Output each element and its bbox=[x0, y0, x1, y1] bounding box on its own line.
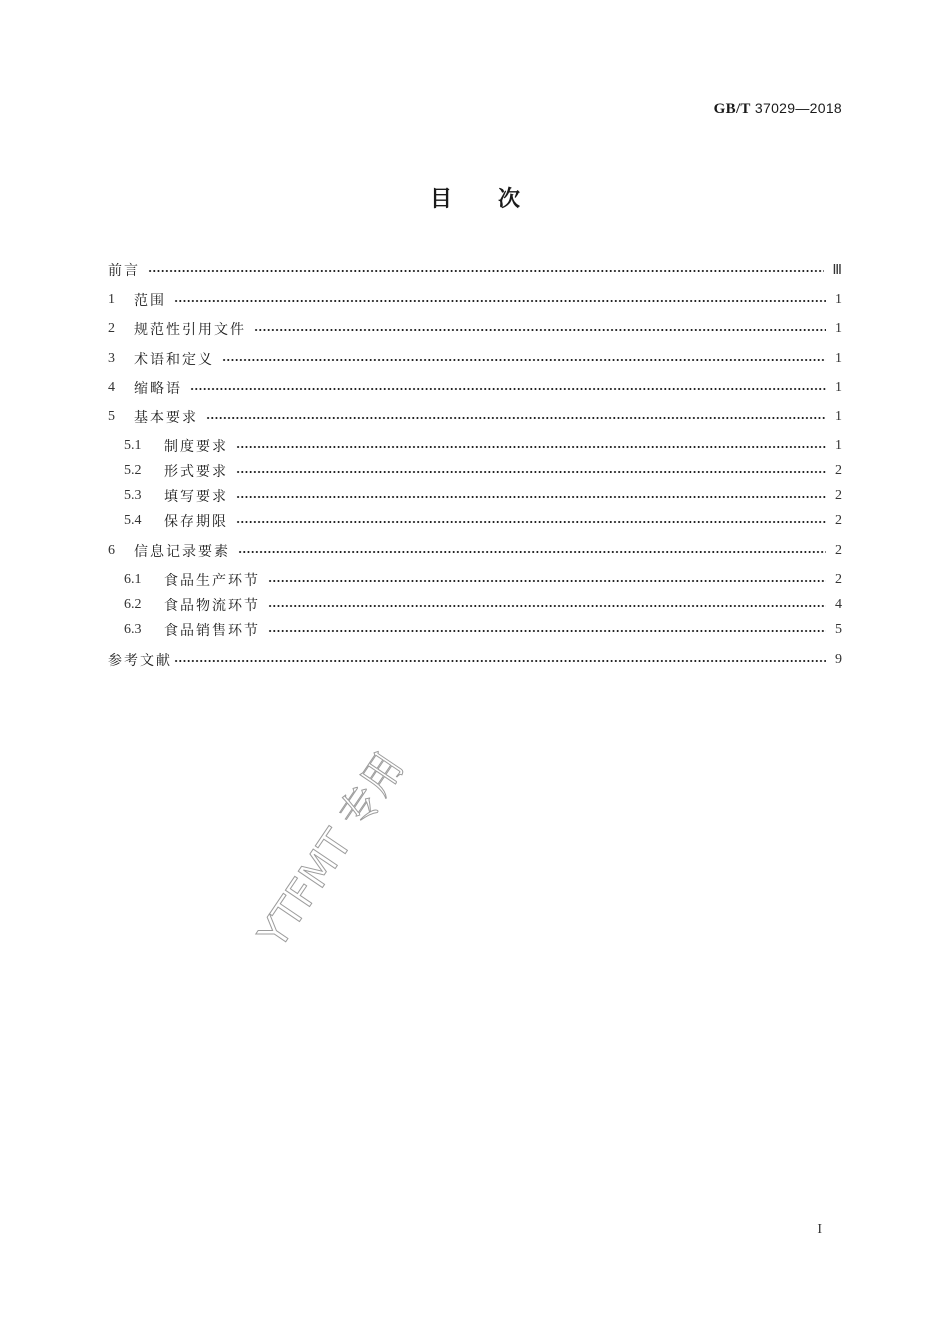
toc-leader-dots bbox=[268, 630, 826, 632]
toc-entry-page: 2 bbox=[835, 463, 842, 478]
standard-code: 37029—2018 bbox=[754, 100, 842, 116]
toc-entry-page: 9 bbox=[835, 652, 842, 667]
toc-entry-number: 6.1 bbox=[124, 572, 142, 587]
toc-entry-bibliography[interactable] bbox=[108, 648, 842, 672]
toc-entry-number: 6.2 bbox=[124, 597, 142, 612]
toc-entry-label: 食品销售环节 bbox=[164, 623, 260, 639]
toc-leader-dots bbox=[222, 359, 826, 361]
toc-entry-label: 信息记录要素 bbox=[134, 544, 230, 560]
toc-leader-dots bbox=[236, 471, 826, 473]
toc-entry-number: 2 bbox=[108, 321, 115, 336]
toc-leader-dots bbox=[148, 270, 824, 272]
toc-entry-page: 1 bbox=[835, 292, 842, 307]
toc-entry-label: 术语和定义 bbox=[134, 352, 214, 368]
toc-entry-number: 5.4 bbox=[124, 513, 142, 528]
toc-entry-5-4[interactable] bbox=[108, 509, 842, 533]
standard-prefix: GB/T bbox=[713, 101, 751, 117]
toc-entry-number: 6 bbox=[108, 543, 115, 558]
toc-entry-page: 1 bbox=[835, 409, 842, 424]
toc-entry-page: 5 bbox=[835, 622, 842, 637]
toc-entry-number: 4 bbox=[108, 380, 115, 395]
toc-entry-label: 食品物流环节 bbox=[164, 598, 260, 614]
toc-entry-4[interactable] bbox=[108, 376, 842, 400]
toc-entry-number: 5.1 bbox=[124, 438, 142, 453]
toc-entry-page: 2 bbox=[835, 513, 842, 528]
toc-entry-6[interactable] bbox=[108, 539, 842, 563]
toc-entry-number: 3 bbox=[108, 351, 115, 366]
standard-number bbox=[714, 100, 842, 118]
toc-entry-5-3[interactable] bbox=[108, 484, 842, 508]
toc-leader-dots bbox=[206, 417, 826, 419]
toc-leader-dots bbox=[238, 551, 826, 553]
toc-entry-number: 5 bbox=[108, 409, 115, 424]
toc-entry-label: 前言 bbox=[108, 263, 140, 279]
toc-entry-number: 5.2 bbox=[124, 463, 142, 478]
toc-entry-label: 保存期限 bbox=[164, 514, 228, 530]
toc-leader-dots bbox=[174, 300, 826, 302]
toc-entry-2[interactable] bbox=[108, 317, 842, 341]
toc-leader-dots bbox=[174, 660, 826, 662]
toc-leader-dots bbox=[236, 446, 826, 448]
toc-leader-dots bbox=[190, 388, 826, 390]
toc-entry-label: 基本要求 bbox=[134, 410, 198, 426]
toc-entry-label: 范围 bbox=[134, 293, 166, 309]
toc-leader-dots bbox=[268, 605, 826, 607]
toc-entry-number: 6.3 bbox=[124, 622, 142, 637]
toc-entry-1[interactable] bbox=[108, 288, 842, 312]
toc-entry-number: 1 bbox=[108, 292, 115, 307]
toc-entry-label: 规范性引用文件 bbox=[134, 322, 246, 338]
toc-entry-label: 制度要求 bbox=[164, 439, 228, 455]
toc-entry-page: 1 bbox=[835, 351, 842, 366]
toc-entry-5-2[interactable] bbox=[108, 459, 842, 483]
toc-leader-dots bbox=[236, 496, 826, 498]
toc-entry-label: 参考文献 bbox=[108, 653, 172, 669]
toc-entry-6-2[interactable] bbox=[108, 593, 842, 617]
toc-entry-page: 1 bbox=[835, 321, 842, 336]
toc-entry-label: 食品生产环节 bbox=[164, 573, 260, 589]
toc-entry-5[interactable] bbox=[108, 405, 842, 429]
toc-entry-6-1[interactable] bbox=[108, 568, 842, 592]
watermark: YTFMT 专用 bbox=[250, 744, 414, 956]
toc-entry-preface[interactable] bbox=[108, 258, 842, 282]
toc-entry-label: 缩略语 bbox=[134, 381, 182, 397]
toc-leader-dots bbox=[236, 521, 826, 523]
toc-entry-6-3[interactable] bbox=[108, 618, 842, 642]
toc-entry-page: 2 bbox=[835, 488, 842, 503]
toc-entry-page: Ⅲ bbox=[832, 262, 842, 278]
toc-entry-page: 2 bbox=[835, 543, 842, 558]
page-title: 目次 bbox=[429, 187, 566, 212]
page-number: I bbox=[817, 1222, 822, 1237]
toc-entry-label: 形式要求 bbox=[164, 464, 228, 480]
toc-entry-label: 填写要求 bbox=[164, 489, 228, 505]
toc-entry-page: 2 bbox=[835, 572, 842, 587]
toc-entry-3[interactable] bbox=[108, 347, 842, 371]
toc-entry-number: 5.3 bbox=[124, 488, 142, 503]
toc-entry-page: 4 bbox=[835, 597, 842, 612]
toc-entry-page: 1 bbox=[835, 438, 842, 453]
toc-entry-page: 1 bbox=[835, 380, 842, 395]
toc-leader-dots bbox=[254, 329, 826, 331]
toc-entry-5-1[interactable] bbox=[108, 434, 842, 458]
toc-leader-dots bbox=[268, 580, 826, 582]
